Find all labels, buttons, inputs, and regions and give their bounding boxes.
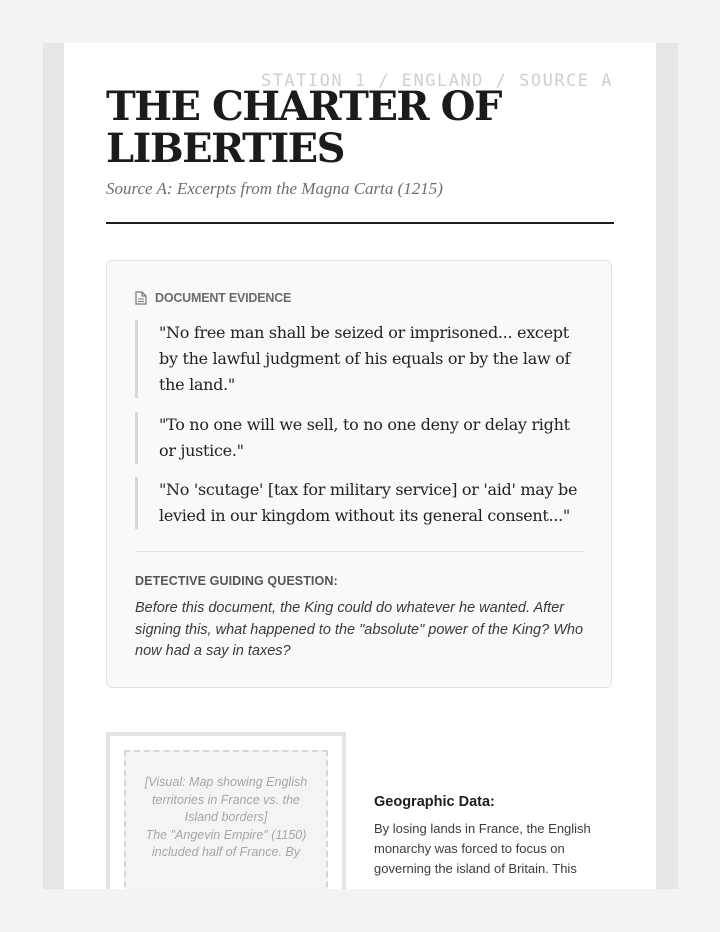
evidence-heading-label: DOCUMENT EVIDENCE	[155, 291, 292, 305]
evidence-divider	[135, 551, 585, 552]
evidence-quote-1: "No free man shall be seized or imprisoned... except by the lawful judgment of his equals or by the law of the land."	[135, 320, 585, 398]
document-evidence-card	[106, 260, 612, 688]
station-label: STATION 1 / ENGLAND / SOURCE A	[260, 71, 613, 91]
geographic-data-text: By losing lands in France, the English monarchy was forced to focus on governing the island of Britain. This	[374, 821, 591, 876]
header-divider	[106, 222, 614, 224]
evidence-heading	[135, 291, 291, 305]
document-icon	[135, 291, 147, 305]
worksheet-page	[64, 43, 656, 889]
source-subtitle: Source A: Excerpts from the Magna Carta (1215)	[106, 179, 443, 198]
page-title: THE CHARTER OF LIBERTIES	[106, 83, 501, 172]
evidence-quote-3: "No 'scutage' [tax for military service] or 'aid' may be levied in our kingdom without its general consent..."	[135, 477, 585, 529]
map-visual-box	[106, 732, 346, 889]
evidence-quote-2: "To no one will we sell, to no one deny or delay right or justice."	[135, 412, 585, 464]
geographic-data-title: Geographic Data:	[374, 794, 495, 810]
guiding-question-text: Before this document, the King could do whatever he wanted. After signing this, what happened to the "absolute" power of the King? Who now had a say in taxes?	[135, 600, 584, 659]
page-frame	[43, 43, 678, 889]
map-placeholder: [Visual: Map showing English territories in France vs. the Island borders] The "Angevin Empire" (1150) included half of France. By	[124, 750, 328, 889]
guiding-question-label: DETECTIVE GUIDING QUESTION:	[135, 574, 338, 588]
